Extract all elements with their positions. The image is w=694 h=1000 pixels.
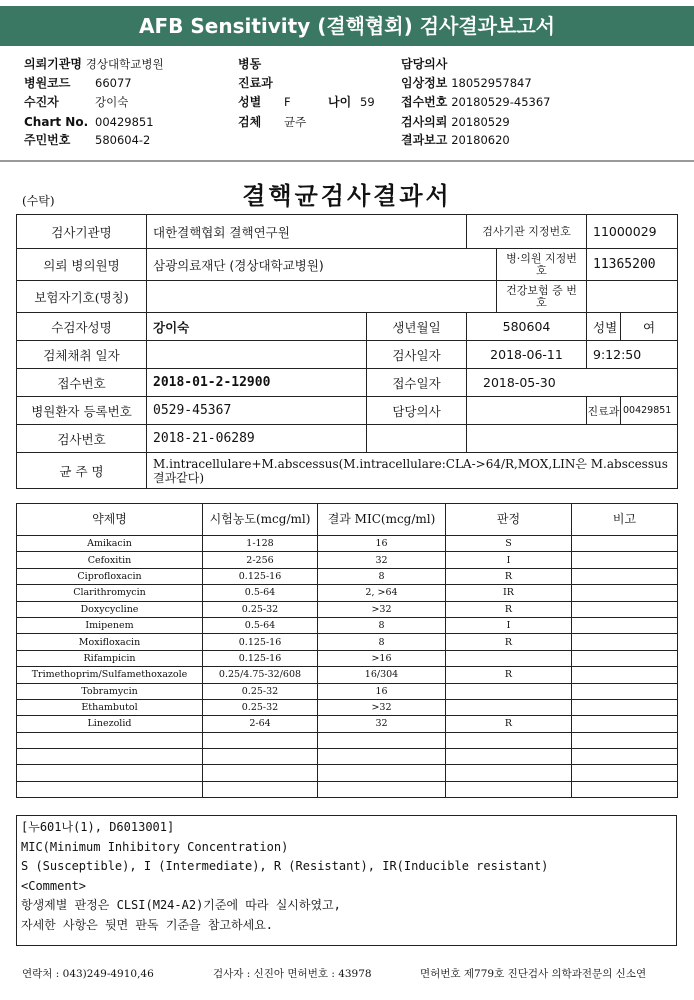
col-mic-header: 결과 MIC(mcg/ml): [318, 504, 446, 536]
comment-line: S (Susceptible), I (Intermediate), R (Resistant), IR(Inducible resistant): [21, 859, 549, 873]
header-dept-row: [238, 75, 273, 91]
sensitivity-row: [17, 716, 678, 732]
mic-cell: [318, 749, 446, 765]
concentration-cell: 0.125-16: [203, 568, 318, 584]
footer-license: 면허번호 제779호 진단검사 의학과전문의 신소연: [420, 968, 647, 980]
drug-cell: Rifampicin: [17, 650, 203, 666]
attending-label: 담당의사: [367, 397, 467, 425]
concentration-cell: [203, 732, 318, 748]
sensitivity-row: [17, 568, 678, 584]
drug-cell: [17, 749, 203, 765]
resident-no-label: 주민번호: [24, 133, 71, 147]
header-hospital-code-row: [24, 75, 132, 91]
interpretation-cell: [446, 699, 572, 715]
concentration-cell: 0.125-16: [203, 634, 318, 650]
header-chart-no-row: [24, 114, 154, 130]
header-institution-row: [24, 56, 164, 72]
interpretation-cell: IR: [446, 585, 572, 601]
test-time-value: 9:12:50: [587, 341, 678, 369]
doctor-label: 담당의사: [401, 57, 448, 71]
remarks-cell: [572, 650, 678, 666]
remarks-cell: [572, 749, 678, 765]
footer-contact: 연락처 : 043)249-4910,46: [22, 968, 154, 980]
header-accession-row: [401, 94, 550, 110]
sensitivity-row: [17, 765, 678, 781]
remarks-cell: [572, 667, 678, 683]
age-value: 59: [360, 95, 375, 109]
concentration-cell: 0.25-32: [203, 601, 318, 617]
sensitivity-row: [17, 536, 678, 552]
dept-label: 진료과: [238, 76, 273, 90]
col-concentration-header: 시험농도(mcg/ml): [203, 504, 318, 536]
interpretation-cell: R: [446, 601, 572, 617]
header-sex-row: [238, 94, 291, 110]
mic-cell: >16: [318, 650, 446, 666]
sensitivity-row: [17, 667, 678, 683]
sensitivity-row: [17, 634, 678, 650]
concentration-cell: 0.25-32: [203, 699, 318, 715]
remarks-cell: [572, 552, 678, 568]
recipient-value: 강이숙: [95, 95, 129, 109]
interpretation-cell: R: [446, 568, 572, 584]
mic-cell: 8: [318, 634, 446, 650]
comment-line: [누601나(1), D6013001]: [21, 820, 175, 834]
request-date-value: 20180529: [451, 115, 510, 129]
remarks-cell: [572, 765, 678, 781]
mic-cell: >32: [318, 699, 446, 715]
clinic-dept-value: 00429851: [621, 397, 678, 425]
test-no-value: 2018-21-06289: [147, 425, 367, 453]
health-ins-value: [587, 281, 678, 313]
sensitivity-row: [17, 650, 678, 666]
reg-no-value: 0529-45367: [147, 397, 367, 425]
lab-name-label: 검사기관명: [17, 215, 147, 249]
mic-cell: 8: [318, 617, 446, 633]
header-specimen-row: [238, 114, 307, 130]
dob-value: 580604: [467, 313, 587, 341]
drug-cell: Linezolid: [17, 716, 203, 732]
sensitivity-row: [17, 683, 678, 699]
age-label: 나이: [328, 95, 352, 109]
collection-date-value: [147, 341, 367, 369]
comment-line: MIC(Minimum Inhibitory Concentration): [21, 839, 289, 854]
drug-cell: Trimethoprim/Sulfamethoxazole: [17, 667, 203, 683]
mic-cell: 8: [318, 568, 446, 584]
req-clinic-value: 삼광의료재단 (경상대학교병원): [147, 249, 497, 281]
mic-cell: [318, 765, 446, 781]
ward-label: 병동: [238, 57, 262, 71]
chart-no-value: 00429851: [95, 115, 154, 129]
request-date-label: 검사의뢰: [401, 115, 448, 129]
header-ward-row: [238, 56, 261, 72]
mic-cell: 2, >64: [318, 585, 446, 601]
sensitivity-row: [17, 781, 678, 797]
concentration-cell: 0.25/4.75-32/608: [203, 667, 318, 683]
header-resident-no-row: [24, 132, 151, 148]
remarks-cell: [572, 585, 678, 601]
mic-cell: [318, 732, 446, 748]
interpretation-cell: I: [446, 617, 572, 633]
mic-cell: [318, 781, 446, 797]
mic-cell: 32: [318, 552, 446, 568]
hospital-code-value: 66077: [95, 76, 132, 90]
concentration-cell: 1-128: [203, 536, 318, 552]
interpretation-cell: [446, 683, 572, 699]
clinic-dept-label: 진료과: [587, 397, 621, 425]
concentration-cell: [203, 781, 318, 797]
remarks-cell: [572, 781, 678, 797]
concentration-cell: [203, 765, 318, 781]
health-ins-label: 건강보험 증 번 호: [497, 281, 587, 313]
receipt-date-label: 접수일자: [367, 369, 467, 397]
clinic-designation-label: 병·의원 지정번호: [497, 249, 587, 281]
receipt-no-value: 2018-01-2-12900: [147, 369, 367, 397]
report-date-label: 결과보고: [401, 133, 448, 147]
concentration-cell: 2-64: [203, 716, 318, 732]
remarks-cell: [572, 601, 678, 617]
insurance-symbol-label: 보험자기호(명칭): [17, 281, 147, 313]
resident-no-value: 580604-2: [95, 133, 151, 147]
drug-cell: Cefoxitin: [17, 552, 203, 568]
lab-designation-label: 검사기관 지정번호: [467, 215, 587, 249]
drug-cell: Moxifloxacin: [17, 634, 203, 650]
sensitivity-row: [17, 617, 678, 633]
accession-label: 접수번호: [401, 95, 448, 109]
clinical-label: 임상정보: [401, 76, 448, 90]
receipt-date-value: 2018-05-30: [467, 369, 678, 397]
col-drug-header: 약제명: [17, 504, 203, 536]
drug-cell: [17, 765, 203, 781]
header-recipient-row: [24, 94, 129, 110]
hospital-code-label: 병원코드: [24, 76, 71, 90]
interpretation-cell: [446, 765, 572, 781]
patient-info-table: [16, 214, 678, 489]
test-date-label: 검사일자: [367, 341, 467, 369]
interpretation-cell: [446, 732, 572, 748]
sensitivity-row: [17, 699, 678, 715]
interpretation-cell: [446, 650, 572, 666]
interpretation-cell: R: [446, 634, 572, 650]
drug-cell: Imipenem: [17, 617, 203, 633]
specimen-value: 균주: [284, 115, 307, 129]
report-banner-title: AFB Sensitivity (결핵협회) 검사결과보고서: [0, 6, 694, 46]
remarks-cell: [572, 536, 678, 552]
header-clinical-row: [401, 75, 532, 91]
sex-value: F: [284, 95, 291, 109]
sensitivity-table: [16, 503, 678, 798]
mic-cell: 16: [318, 683, 446, 699]
col-interpretation-header: 판정: [446, 504, 572, 536]
patient-name-label: 수검자성명: [17, 313, 147, 341]
interpretation-cell: R: [446, 667, 572, 683]
test-no-label: 검사번호: [17, 425, 147, 453]
reg-no-label: 병원환자 등록번호: [17, 397, 147, 425]
sensitivity-row: [17, 585, 678, 601]
test-no-blank-2: [467, 425, 678, 453]
test-date-value: 2018-06-11: [467, 341, 587, 369]
header-doctor-row: [401, 56, 447, 72]
dob-label: 생년월일: [367, 313, 467, 341]
collection-date-label: 검체채취 일자: [17, 341, 147, 369]
receipt-no-label: 접수번호: [17, 369, 147, 397]
drug-cell: Ciprofloxacin: [17, 568, 203, 584]
header-request-date-row: [401, 114, 510, 130]
drug-cell: Tobramycin: [17, 683, 203, 699]
clinic-designation-value: 11365200: [587, 249, 678, 281]
concentration-cell: 0.5-64: [203, 617, 318, 633]
drug-cell: Ethambutol: [17, 699, 203, 715]
comment-line: <Comment>: [21, 878, 87, 893]
test-no-blank: [367, 425, 467, 453]
sensitivity-row: [17, 601, 678, 617]
interpretation-cell: I: [446, 552, 572, 568]
comments-box: [16, 815, 677, 946]
comment-line: 자세한 사항은 뒷면 판독 기준을 참고하세요.: [21, 917, 274, 932]
concentration-cell: 0.25-32: [203, 683, 318, 699]
lab-designation-value: 11000029: [587, 215, 678, 249]
sensitivity-row: [17, 749, 678, 765]
header-report-date-row: [401, 132, 510, 148]
chart-no-label: Chart No.: [24, 115, 89, 129]
drug-cell: Doxycycline: [17, 601, 203, 617]
drug-cell: [17, 781, 203, 797]
remarks-cell: [572, 716, 678, 732]
mic-cell: 16: [318, 536, 446, 552]
attending-value: [467, 397, 587, 425]
concentration-cell: 0.125-16: [203, 650, 318, 666]
strain-value: M.intracellulare+M.abscessus(M.intracellulare:CLA->64/R,MOX,LIN은 M.abscessus결과같다): [147, 453, 678, 489]
remarks-cell: [572, 699, 678, 715]
remarks-cell: [572, 683, 678, 699]
sex-info-value: 여: [621, 313, 678, 341]
interpretation-cell: R: [446, 716, 572, 732]
remarks-cell: [572, 617, 678, 633]
remarks-cell: [572, 568, 678, 584]
footer-examiner: 검사자 : 신진아 면허번호 : 43978: [213, 968, 372, 980]
sex-info-label: 성별: [587, 313, 621, 341]
sensitivity-header-row: [17, 504, 678, 536]
interpretation-cell: [446, 781, 572, 797]
interpretation-cell: [446, 749, 572, 765]
comment-line: 항생제별 판정은 CLSI(M24-A2)기준에 따라 실시하였고,: [21, 898, 341, 912]
concentration-cell: 2-256: [203, 552, 318, 568]
receipt-tag: (수탁): [22, 194, 55, 208]
clinical-value: 18052957847: [451, 76, 532, 90]
req-clinic-label: 의뢰 병의원명: [17, 249, 147, 281]
mic-cell: >32: [318, 601, 446, 617]
mic-cell: 16/304: [318, 667, 446, 683]
document-title: 결핵균검사결과서: [242, 181, 452, 210]
concentration-cell: [203, 749, 318, 765]
accession-value: 20180529-45367: [451, 95, 551, 109]
header-age-row: [328, 94, 375, 110]
remarks-cell: [572, 634, 678, 650]
patient-name-value: 강이숙: [147, 313, 367, 341]
concentration-cell: 0.5-64: [203, 585, 318, 601]
recipient-label: 수진자: [24, 95, 59, 109]
lab-name-value: 대한결핵협회 결핵연구원: [147, 215, 467, 249]
sensitivity-row: [17, 732, 678, 748]
specimen-label: 검체: [238, 115, 262, 129]
remarks-cell: [572, 732, 678, 748]
drug-cell: Amikacin: [17, 536, 203, 552]
mic-cell: 32: [318, 716, 446, 732]
institution-value: 경상대학교병원: [85, 57, 164, 71]
drug-cell: [17, 732, 203, 748]
interpretation-cell: S: [446, 536, 572, 552]
col-remarks-header: 비고: [572, 504, 678, 536]
sex-label: 성별: [238, 95, 262, 109]
header-separator: [0, 160, 694, 162]
report-date-value: 20180620: [451, 133, 510, 147]
strain-label: 균 주 명: [17, 453, 147, 489]
institution-label: 의뢰기관명: [24, 57, 82, 71]
insurance-symbol-value: [147, 281, 497, 313]
drug-cell: Clarithromycin: [17, 585, 203, 601]
sensitivity-row: [17, 552, 678, 568]
